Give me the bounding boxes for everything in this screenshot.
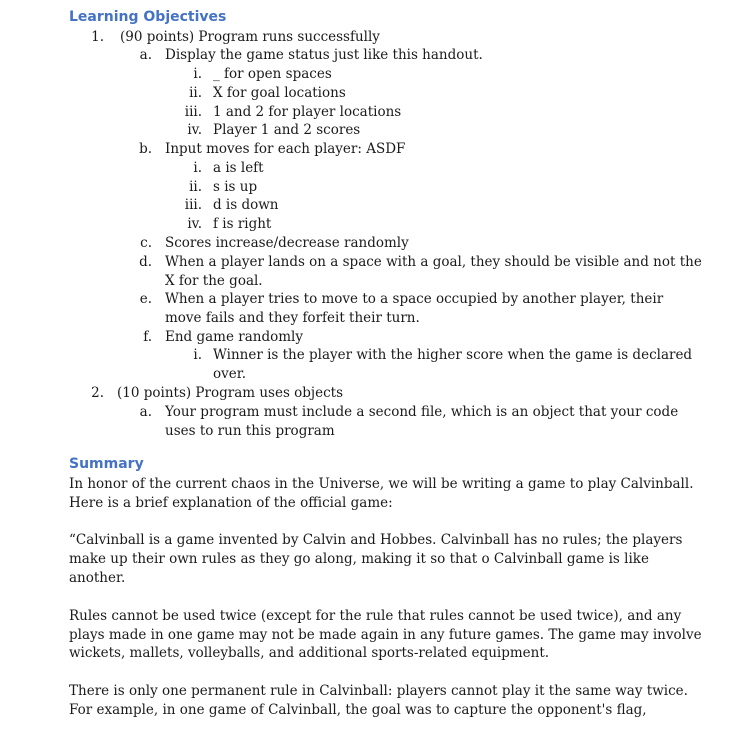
item-1a-i-marker: i.	[193, 66, 202, 82]
item-2a-marker: a.	[139, 404, 152, 420]
item-1b-marker: b.	[139, 141, 152, 157]
summary-p3-line1: Rules cannot be used twice (except for the rule that rules cannot be used twice), and any	[69, 608, 682, 624]
item-1a-ii-text: X for goal locations	[213, 85, 346, 101]
item-1d-text-line2: X for the goal.	[165, 273, 263, 289]
item-1a-iii-text: 1 and 2 for player locations	[213, 104, 402, 120]
item-2a-text-line1: Your program must include a second file, which is an object that your code	[165, 404, 679, 420]
summary-p2-line2: make up their own rules as they go along, making it so that o Calvinball game is like	[69, 551, 649, 567]
item-1b-ii-text: s is up	[213, 179, 258, 195]
item-1f-i-text-line2: over.	[213, 366, 247, 382]
summary-p4-line2: For example, in one game of Calvinball, the goal was to capture the opponent's flag,	[69, 702, 647, 718]
summary-heading: Summary	[69, 456, 144, 472]
item-1a-marker: a.	[139, 47, 152, 63]
item-1b-iv-text: f is right	[213, 216, 272, 232]
summary-p2-line3: another.	[69, 570, 126, 586]
item-1c-marker: c.	[140, 235, 152, 251]
item-1a-i-text: _ for open spaces	[213, 66, 332, 82]
item-1a-iii-marker: iii.	[184, 104, 202, 120]
summary-p3-line3: wickets, mallets, volleyballs, and additional sports-related equipment.	[69, 645, 550, 661]
summary-p1-line1: In honor of the current chaos in the Universe, we will be writing a game to play Calvinball.	[69, 476, 694, 492]
item-1a-iv-text: Player 1 and 2 scores	[213, 122, 361, 138]
summary-p4-line1: There is only one permanent rule in Calvinball: players cannot play it the same way twice.	[69, 683, 688, 699]
item-1a-text: Display the game status just like this handout.	[165, 47, 483, 63]
item-1a-ii-marker: ii.	[189, 85, 202, 101]
item-1-marker: 1.	[91, 29, 104, 45]
item-1b-iii-marker: iii.	[184, 197, 202, 213]
item-1f-text: End game randomly	[165, 329, 303, 345]
item-1c-text: Scores increase/decrease randomly	[165, 235, 409, 251]
summary-p2-line1: “Calvinball is a game invented by Calvin and Hobbes. Calvinball has no rules; the players	[69, 532, 683, 548]
item-1e-marker: e.	[139, 291, 152, 307]
item-1e-text-line1: When a player tries to move to a space occupied by another player, their	[165, 291, 664, 307]
item-1e-text-line2: move fails and they forfeit their turn.	[165, 310, 420, 326]
item-1f-marker: f.	[143, 329, 152, 345]
item-1f-i-text-line1: Winner is the player with the higher score when the game is declared	[213, 347, 693, 363]
item-1f-i-marker: i.	[193, 347, 202, 363]
item-1b-ii-marker: ii.	[189, 179, 202, 195]
item-2-text: (10 points) Program uses objects	[117, 385, 344, 401]
item-1b-i-marker: i.	[193, 160, 202, 176]
item-1-text: (90 points) Program runs successfully	[120, 29, 380, 45]
summary-p1-line2: Here is a brief explanation of the official game:	[69, 495, 393, 511]
learning-objectives-heading: Learning Objectives	[69, 9, 227, 25]
item-1b-iii-text: d is down	[213, 197, 279, 213]
item-1d-text-line1: When a player lands on a space with a goal, they should be visible and not the	[165, 254, 702, 270]
item-1b-i-text: a is left	[213, 160, 264, 176]
summary-p3-line2: plays made in one game may not be made again in any future games. The game may involve	[69, 627, 702, 643]
item-1d-marker: d.	[139, 254, 152, 270]
item-2-marker: 2.	[91, 385, 104, 401]
item-1b-text: Input moves for each player: ASDF	[165, 141, 406, 157]
item-1b-iv-marker: iv.	[187, 216, 202, 232]
item-1a-iv-marker: iv.	[187, 122, 202, 138]
item-2a-text-line2: uses to run this program	[165, 423, 335, 439]
